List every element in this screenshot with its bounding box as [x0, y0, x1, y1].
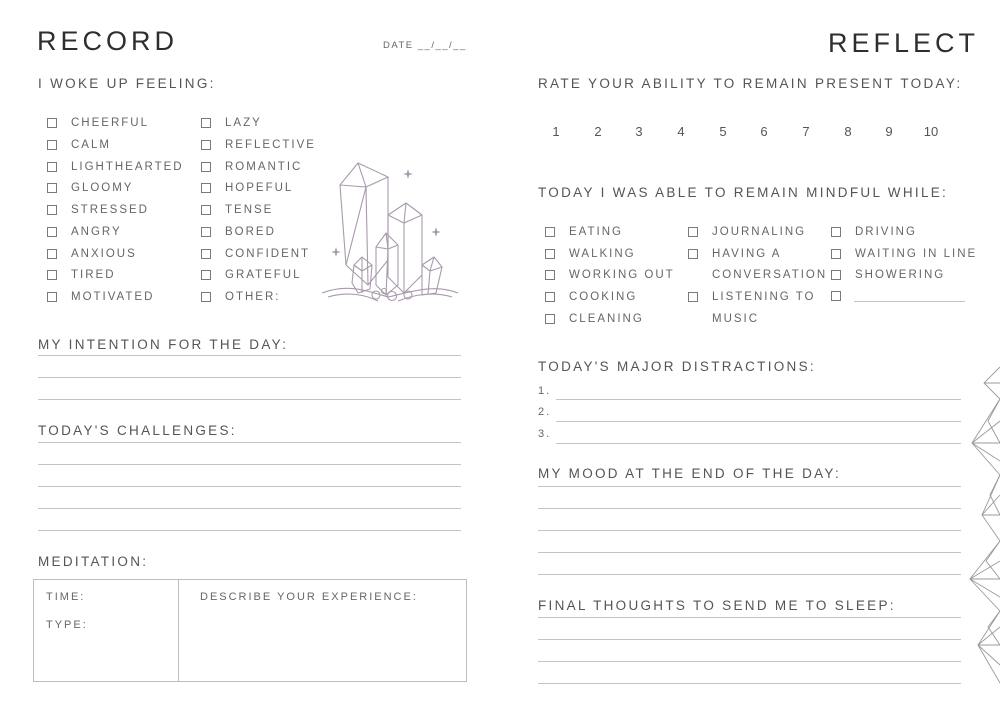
write-line[interactable]: [556, 443, 961, 444]
checkbox[interactable]: [201, 292, 211, 302]
checkbox-item[interactable]: CALM: [47, 139, 111, 151]
write-line[interactable]: [538, 530, 961, 531]
checkbox-label-continued: MUSIC: [712, 313, 760, 325]
checkbox-item[interactable]: OTHER:: [201, 291, 280, 303]
checkbox[interactable]: [545, 292, 555, 302]
distraction-number: 1.: [538, 385, 552, 397]
checkbox-item[interactable]: DRIVING: [831, 226, 917, 238]
write-line[interactable]: [38, 355, 461, 356]
sparkle-icon: [431, 227, 441, 237]
write-line[interactable]: [538, 661, 961, 662]
write-line[interactable]: [538, 486, 961, 487]
checkbox[interactable]: [831, 291, 841, 301]
checkbox-item[interactable]: ANXIOUS: [47, 248, 137, 260]
write-line[interactable]: [538, 508, 961, 509]
meditation-time-field[interactable]: TIME:: [46, 591, 86, 603]
checkbox-item[interactable]: JOURNALING: [688, 226, 806, 238]
crystal-cluster-illustration: [318, 155, 463, 305]
checkbox[interactable]: [47, 162, 57, 172]
checkbox[interactable]: [545, 270, 555, 280]
checkbox-item[interactable]: GLOOMY: [47, 182, 133, 194]
checkbox[interactable]: [201, 140, 211, 150]
rating-option[interactable]: 8: [844, 124, 852, 139]
checkbox[interactable]: [47, 270, 57, 280]
other-write-line[interactable]: [854, 301, 965, 302]
final-thoughts-heading: FINAL THOUGHTS TO SEND ME TO SLEEP:: [538, 598, 896, 613]
write-line[interactable]: [38, 486, 461, 487]
write-line[interactable]: [38, 442, 461, 443]
checkbox-item[interactable]: REFLECTIVE: [201, 139, 316, 151]
checkbox-item[interactable]: CONFIDENT: [201, 248, 310, 260]
write-line[interactable]: [38, 530, 461, 531]
checkbox[interactable]: [47, 249, 57, 259]
rating-option[interactable]: 5: [719, 124, 727, 139]
checkbox-item[interactable]: LAZY: [201, 117, 262, 129]
checkbox-item[interactable]: TIRED: [47, 269, 116, 281]
meditation-describe-field[interactable]: DESCRIBE YOUR EXPERIENCE:: [200, 591, 418, 603]
checkbox[interactable]: [47, 205, 57, 215]
checkbox[interactable]: [201, 162, 211, 172]
checkbox[interactable]: [201, 270, 211, 280]
write-line[interactable]: [38, 508, 461, 509]
write-line[interactable]: [556, 399, 961, 400]
checkbox-item[interactable]: CHEERFUL: [47, 117, 149, 129]
checkbox-item[interactable]: LISTENING TO: [688, 291, 815, 303]
checkbox[interactable]: [47, 227, 57, 237]
checkbox-item[interactable]: ANGRY: [47, 226, 122, 238]
reflect-title: REFLECT: [828, 28, 980, 58]
checkbox-item[interactable]: CLEANING: [545, 313, 644, 325]
checkbox-item[interactable]: HAVING A: [688, 248, 781, 260]
checkbox[interactable]: [545, 227, 555, 237]
checkbox-item[interactable]: ROMANTIC: [201, 161, 302, 173]
checkbox-item[interactable]: BORED: [201, 226, 276, 238]
checkbox[interactable]: [688, 249, 698, 259]
meditation-divider: [178, 579, 179, 682]
checkbox-item[interactable]: HOPEFUL: [201, 182, 293, 194]
meditation-type-field[interactable]: TYPE:: [46, 619, 88, 631]
checkbox-item[interactable]: STRESSED: [47, 204, 149, 216]
distraction-number: 2.: [538, 406, 552, 418]
checkbox[interactable]: [688, 227, 698, 237]
checkbox-item[interactable]: WALKING: [545, 248, 636, 260]
checkbox[interactable]: [201, 183, 211, 193]
rating-option[interactable]: 9: [885, 124, 893, 139]
write-line[interactable]: [38, 377, 461, 378]
rating-option[interactable]: 1: [552, 124, 560, 139]
mood-heading: MY MOOD AT THE END OF THE DAY:: [538, 466, 842, 481]
rating-option[interactable]: 2: [594, 124, 602, 139]
write-line[interactable]: [538, 683, 961, 684]
distractions-heading: TODAY'S MAJOR DISTRACTIONS:: [538, 359, 816, 374]
checkbox[interactable]: [831, 270, 841, 280]
rate-heading: RATE YOUR ABILITY TO REMAIN PRESENT TODAY:: [538, 76, 963, 91]
checkbox-label-continued: CONVERSATION: [712, 269, 828, 281]
mindful-heading: TODAY I WAS ABLE TO REMAIN MINDFUL WHILE:: [538, 185, 949, 200]
checkbox-item[interactable]: MOTIVATED: [47, 291, 154, 303]
checkbox[interactable]: [201, 249, 211, 259]
checkbox[interactable]: [831, 249, 841, 259]
sparkle-icon: [331, 247, 341, 257]
checkbox-item[interactable]: EATING: [545, 226, 623, 238]
sparkle-icon: [403, 169, 413, 179]
checkbox[interactable]: [688, 292, 698, 302]
checkbox[interactable]: [47, 140, 57, 150]
checkbox-item[interactable]: GRATEFUL: [201, 269, 302, 281]
checkbox[interactable]: [201, 118, 211, 128]
checkbox-item[interactable]: SHOWERING: [831, 269, 945, 281]
rating-option[interactable]: 7: [802, 124, 810, 139]
write-line[interactable]: [538, 617, 961, 618]
record-title: RECORD: [37, 26, 179, 56]
write-line[interactable]: [38, 399, 461, 400]
rating-option[interactable]: 10: [923, 124, 939, 139]
write-line[interactable]: [538, 574, 961, 575]
checkbox[interactable]: [47, 118, 57, 128]
checkbox-item[interactable]: TENSE: [201, 204, 273, 216]
checkbox-item-other[interactable]: [831, 291, 855, 301]
write-line[interactable]: [556, 421, 961, 422]
challenges-heading: TODAY'S CHALLENGES:: [38, 423, 237, 438]
date-field[interactable]: DATE __/__/__: [383, 40, 467, 51]
checkbox-item[interactable]: LIGHTHEARTED: [47, 161, 184, 173]
rating-option[interactable]: 4: [677, 124, 685, 139]
distraction-number: 3.: [538, 428, 552, 440]
checkbox[interactable]: [831, 227, 841, 237]
checkbox-item[interactable]: COOKING: [545, 291, 637, 303]
checkbox[interactable]: [545, 249, 555, 259]
checkbox[interactable]: [201, 227, 211, 237]
meditation-heading: MEDITATION:: [38, 554, 149, 569]
write-line[interactable]: [538, 552, 961, 553]
checkbox[interactable]: [545, 314, 555, 324]
write-line[interactable]: [38, 464, 461, 465]
checkbox-item[interactable]: WORKING OUT: [545, 269, 675, 281]
geometric-edge-pattern: [968, 365, 1000, 685]
checkbox[interactable]: [201, 205, 211, 215]
rating-option[interactable]: 6: [760, 124, 768, 139]
intention-heading: MY INTENTION FOR THE DAY:: [38, 337, 289, 352]
woke-up-heading: I WOKE UP FEELING:: [38, 76, 216, 91]
write-line[interactable]: [538, 639, 961, 640]
checkbox[interactable]: [47, 183, 57, 193]
rating-option[interactable]: 3: [635, 124, 643, 139]
checkbox-item[interactable]: WAITING IN LINE: [831, 248, 977, 260]
checkbox[interactable]: [47, 292, 57, 302]
